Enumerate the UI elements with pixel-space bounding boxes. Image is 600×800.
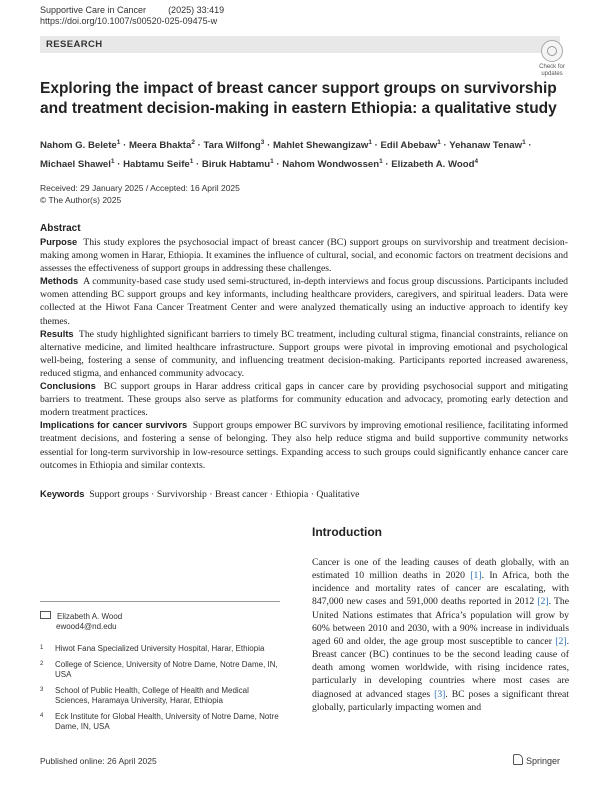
author[interactable]: Edil Abebaw$^1$ xyxy=(380,139,441,152)
intro-heading: Introduction xyxy=(312,525,382,539)
author[interactable]: Mahlet Shewangizaw$^1$ xyxy=(272,139,372,152)
envelope-icon xyxy=(40,611,51,619)
footnote-divider xyxy=(40,601,280,602)
copyright: © The Author(s) 2025 xyxy=(40,195,122,205)
section-band xyxy=(40,36,560,53)
contact-name: Elizabeth A. Wood xyxy=(57,612,123,621)
published-date: Published online: 26 April 2025 xyxy=(40,756,157,766)
article-title xyxy=(40,79,560,119)
keywords-label: Keywords xyxy=(40,489,85,499)
citation-link[interactable]: [1] xyxy=(470,570,482,582)
citation-link[interactable]: [3] xyxy=(434,688,446,700)
publisher-name: Springer xyxy=(526,756,561,766)
article-dates xyxy=(40,182,240,206)
check-updates-icon xyxy=(541,40,563,62)
check-updates-badge[interactable] xyxy=(535,40,569,78)
springer-horse-icon xyxy=(513,754,523,765)
intro-body: Cancer is one of the leading causes of death globally, with an estimated 10 million deaths in 2020 [1]. In Africa, both the incidence and mortality rates of cancer are escalating, with 847,000 new cases and 591,000 deaths reported in 2012 [2]. The United Nations estimates that Africa’s population will grow by 60% between 2010 and 2030, with a 90% increase in individuals aged 60 and older, the age group most susceptible to cancer [2]. Breast cancer (BC) continues to be the second leading cause of death among women worldwide, with rising incidence rates, particularly in developing countries where most cases are diagnosed at advanced stages [3]. BC poses a significant threat globally, particularly impacting women and xyxy=(312,557,570,713)
abstract-results: Results The study highlighted significant barriers to timely BC treatment, including cultural stigma, financial constraints, reliance on alternative medicine, and limited healthcare infrastructure. Support groups were pivotal in improving emotional and psychological well-being, fostering a sense of community, and influencing treatment decision-making. Participants reported increased awareness, reduced stigma, and enhanced community advocacy. xyxy=(40,328,568,379)
contact-email[interactable]: ewood4@nd.edu xyxy=(56,622,117,631)
received-accepted: Received: 29 January 2025 / Accepted: 16 April 2025 xyxy=(40,183,240,193)
author-list: Nahom G. Belete$^1$ · Meera Bhakta$^2$ · Tara Wilfong$^3$ · Mahlet Shewangizaw$^1$ · Edil Abebaw$^1$ · Yehanaw Tenaw$^1$ · Michael Shawel$^1$ · Habtamu Seife$^1$ · Biruk Habtamu$^1$ · Nahom Wondwossen$^1$ · Elizabeth A. Wood$^4$ xyxy=(40,139,532,171)
affiliation: 4 Eck Institute for Global Health, University of Notre Dame, Notre Dame, IN, USA xyxy=(40,712,279,731)
publisher-logo xyxy=(513,754,560,766)
citation-link[interactable]: [2] xyxy=(537,596,549,608)
author[interactable]: Meera Bhakta$^2$ xyxy=(128,139,195,152)
author[interactable]: Nahom Wondwossen$^1$ xyxy=(282,158,383,171)
section-label: RESEARCH xyxy=(46,39,103,50)
journal-volume: (2025) 33:419 xyxy=(168,5,225,15)
check-updates-label: Check for updates xyxy=(539,64,565,77)
journal-name: Supportive Care in Cancer xyxy=(40,5,147,15)
corresponding-author xyxy=(40,611,122,632)
author[interactable]: Biruk Habtamu$^1$ xyxy=(201,158,274,171)
affiliation: 3 School of Public Health, College of Health and Medical Sciences, Haramaya University, Harar, Ethiopia xyxy=(40,686,249,705)
affiliation: 1 Hiwot Fana Specialized University Hospital, Harar, Ethiopia xyxy=(40,644,265,653)
keywords-list: Support groups · Survivorship · Breast cancer · Ethiopia · Qualitative xyxy=(89,489,360,500)
author[interactable]: Nahom G. Belete$^1$ xyxy=(40,139,121,152)
doi-link[interactable]: https://doi.org/10.1007/s00520-025-09475-w xyxy=(40,16,218,26)
abstract-implications: Implications for cancer survivors Support groups empower BC survivors by improving emotional resilience, facilitating informed treatment decisions, and fostering a sense of belonging. They also help reduce stigma and build supportive community networks essential for long-term survivorship in low-resource settings. Expanding access to such groups could significantly enhance cancer care outcomes in Ethiopia and similar contexts. xyxy=(40,420,568,471)
title-line-2: and treatment decision-making in eastern Ethiopia: a qualitative study xyxy=(40,100,557,117)
abstract-methods: Methods A community-based case study used semi-structured, in-depth interviews and focus group discussions. Participants included women attending BC support groups and key informants, including healthcare providers, caregivers, and spiritual leaders. Data were collected at the Hiwot Fana Cancer Treatment Center and were analyzed thematically using an inductive approach to identify key themes. xyxy=(40,276,569,327)
author[interactable]: Michael Shawel$^1$ xyxy=(40,158,115,171)
citation-link[interactable]: [2] xyxy=(555,635,567,647)
author[interactable]: Elizabeth A. Wood$^4$ xyxy=(391,158,479,171)
abstract-heading: Abstract xyxy=(40,223,81,234)
abstract-conclusions: Conclusions BC support groups in Harar address critical gaps in cancer care by providing psychosocial support and mitigating barriers to treatment. These groups also serve as platforms for community education and advocacy, promoting early detection and modern treatment practices. xyxy=(40,381,568,419)
affiliation: 2 College of Science, University of Notre Dame, Notre Dame, IN, USA xyxy=(40,660,278,679)
abstract-purpose: Purpose This study explores the psychosocial impact of breast cancer (BC) support groups on survivorship and treatment decision-making among women in Harar, Ethiopia. It examines the influence of cultural, social, and economic factors on treatment decisions and assesses the effectiveness of support groups in addressing these challenges. xyxy=(40,237,568,275)
abstract-body xyxy=(40,236,568,472)
author[interactable]: Yehanaw Tenaw$^1$ xyxy=(449,139,526,152)
journal-header xyxy=(40,5,224,27)
author[interactable]: Tara Wilfong$^3$ xyxy=(203,139,265,152)
keywords xyxy=(40,489,359,500)
title-line-1: Exploring the impact of breast cancer support groups on survivorship xyxy=(40,80,557,97)
author[interactable]: Habtamu Seife$^1$ xyxy=(123,158,194,171)
